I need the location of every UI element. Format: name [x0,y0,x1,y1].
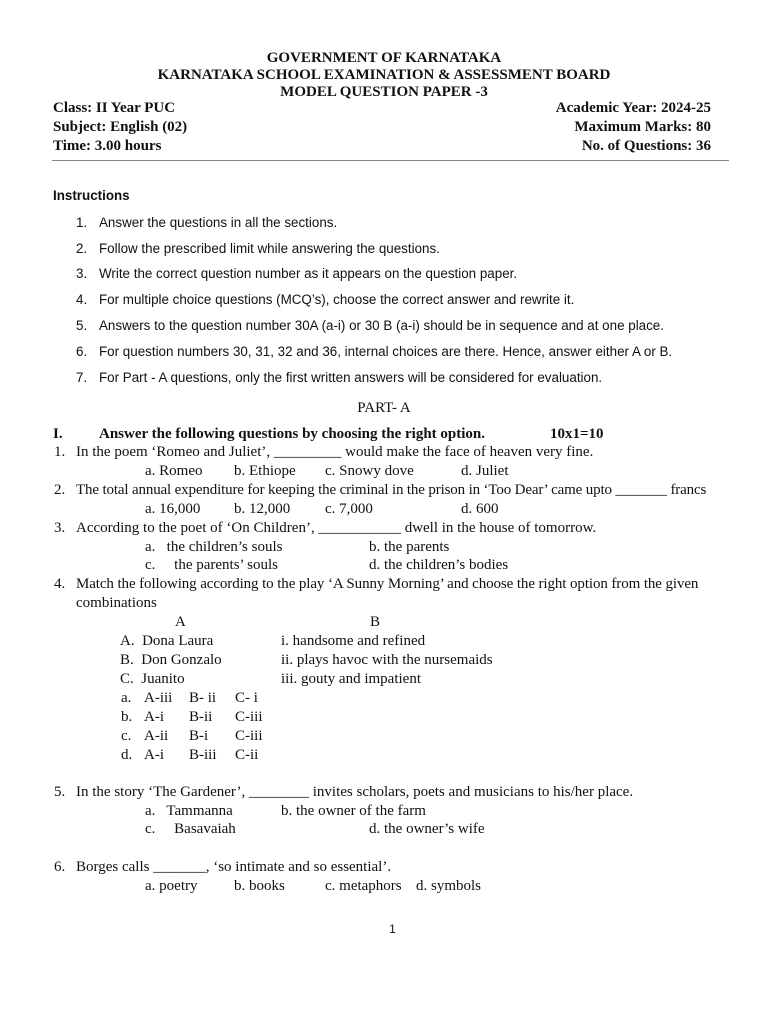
question-text: In the story ‘The Gardener’, ________ invites scholars, poets and musicians to his/her place. [76,784,634,800]
subject-label: Subject: English (02) [53,119,188,135]
instruction-text: Answer the questions in all the sections. [99,215,338,230]
option-pair: C-iii [235,709,263,725]
match-right-item: i. handsome and refined [281,633,426,649]
question-number: 3. [54,520,66,536]
academic-year-label: Academic Year: 2024-25 [555,100,711,116]
option-pair: C-ii [235,747,259,763]
instruction-num: 4. [76,292,88,307]
instruction-num: 2. [76,241,88,256]
option-pair: B-ii [189,709,213,725]
option-d: d. the owner’s wife [369,821,485,837]
option-b: b. the owner of the farm [281,803,426,819]
header-divider [52,160,729,161]
question-number: 2. [54,482,66,498]
question-text: In the poem ‘Romeo and Juliet’, _________ would make the face of heaven very fine. [76,444,594,460]
option-a: a. Tammanna [145,803,233,819]
instruction-text: Answers to the question number 30A (a-i) or 30 B (a-i) should be in sequence and at one place. [99,318,664,333]
match-right-item: ii. plays havoc with the nursemaids [281,652,493,668]
match-left-item: C. Juanito [120,671,185,687]
column-a-heading: A [175,614,186,630]
question-text: Borges calls _______, ‘so intimate and so essential’. [76,859,392,875]
max-marks-label: Maximum Marks: 80 [574,119,711,135]
question-text: Match the following according to the play ‘A Sunny Morning’ and choose the right option from the given [76,576,699,592]
option-a: a. poetry [145,878,198,894]
match-left-item: A. Dona Laura [120,633,214,649]
instruction-text: Follow the prescribed limit while answering the questions. [99,241,440,256]
num-questions-label: No. of Questions: 36 [581,138,711,154]
page-number: 1 [389,922,396,936]
option-pair: A-iii [144,690,173,706]
option-pair: A-i [144,709,164,725]
instruction-text: For Part - A questions, only the first written answers will be considered for evaluation. [99,370,603,385]
option-pair: A-ii [144,728,169,744]
board-title-government: GOVERNMENT OF KARNATAKA [266,50,502,66]
option-pair: C-iii [235,728,263,744]
question-number: 4. [54,576,66,592]
time-label: Time: 3.00 hours [53,138,162,154]
question-number: 1. [54,444,66,460]
match-left-item: B. Don Gonzalo [120,652,222,668]
option-a: a. Romeo [145,463,203,479]
column-b-heading: B [370,614,381,630]
option-c: c. metaphors [325,878,402,894]
option-pair: B-i [189,728,209,744]
option-d: d. symbols [416,878,482,894]
option-pair: B-iii [189,747,217,763]
option-c: c. the parents’ souls [145,557,279,573]
option-c: c. 7,000 [325,501,373,517]
question-text: The total annual expenditure for keeping the criminal in the prison in ‘Too Dear’ came upto _______ francs [76,482,707,498]
instruction-num: 6. [76,344,88,359]
instructions-title: Instructions [53,188,130,203]
option-b: b. Ethiope [234,463,296,479]
option-d: d. Juliet [461,463,509,479]
option-label: b. [121,709,133,725]
option-a: a. the children’s souls [145,539,283,555]
option-b: b. 12,000 [234,501,291,517]
option-b: b. the parents [369,539,450,555]
instruction-num: 7. [76,370,88,385]
instruction-num: 5. [76,318,88,333]
class-label: Class: II Year PUC [53,100,176,116]
section-number: I. [53,426,63,442]
question-text: According to the poet of ‘On Children’, ___________ dwell in the house of tomorrow. [76,520,597,536]
option-label: a. [121,690,132,706]
question-text-continued: combinations [76,595,157,611]
instruction-text: For multiple choice questions (MCQ’s), choose the correct answer and rewrite it. [99,292,575,307]
option-label: d. [121,747,133,763]
match-right-item: iii. gouty and impatient [281,671,421,687]
instruction-num: 3. [76,266,88,281]
option-d: d. the children’s bodies [369,557,509,573]
question-number: 6. [54,859,66,875]
board-title-ksea: KARNATAKA SCHOOL EXAMINATION & ASSESSMENT BOARD [157,67,611,83]
option-c: c. Basavaiah [145,821,236,837]
option-d: d. 600 [461,501,499,517]
option-pair: C- i [235,690,258,706]
option-c: c. Snowy dove [325,463,414,479]
instruction-num: 1. [76,215,88,230]
instruction-text: For question numbers 30, 31, 32 and 36, internal choices are there. Hence, answer either A or B. [99,344,673,359]
option-a: a. 16,000 [145,501,201,517]
question-number: 5. [54,784,66,800]
option-pair: B- ii [189,690,217,706]
option-label: c. [121,728,132,744]
section-marks: 10x1=10 [550,426,604,442]
instruction-text: Write the correct question number as it appears on the question paper. [99,266,518,281]
section-title: Answer the following questions by choosing the right option. [99,426,486,442]
paper-title: MODEL QUESTION PAPER -3 [280,84,488,100]
part-heading: PART- A [357,400,411,416]
option-b: b. books [234,878,285,894]
option-pair: A-i [144,747,164,763]
